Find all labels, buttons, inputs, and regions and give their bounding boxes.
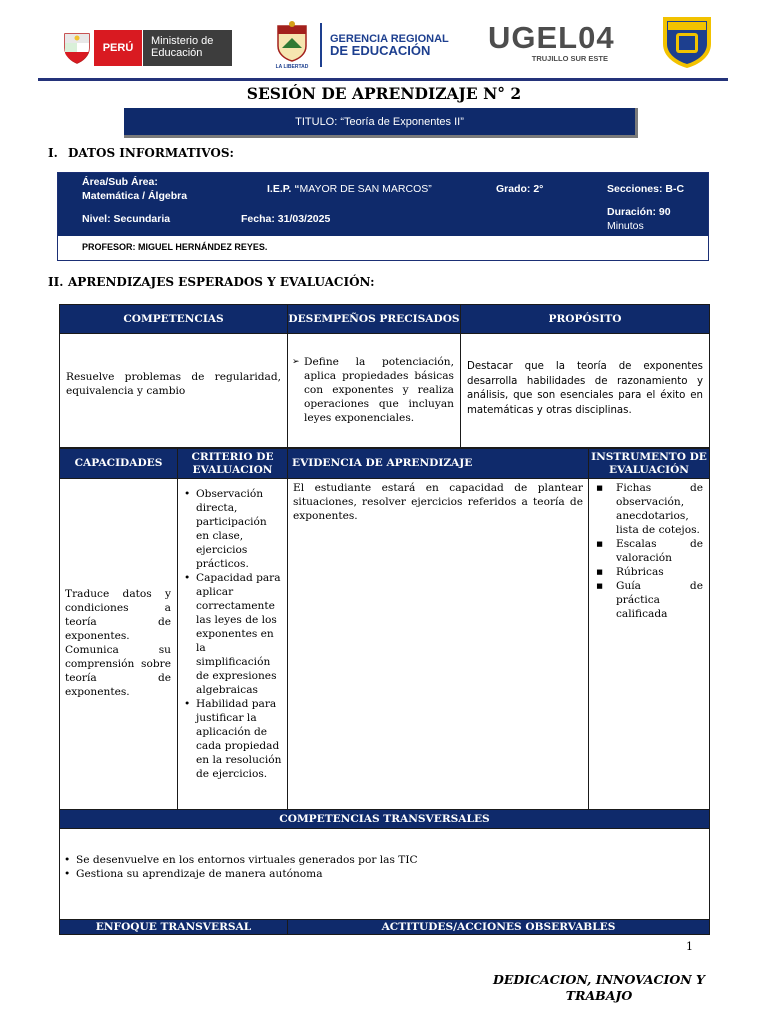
duracion-unit: Minutos [607, 220, 644, 232]
col-header-enfoque: ENFOQUE TRANSVERSAL [60, 920, 288, 935]
col-header-competencias: COMPETENCIAS [60, 305, 288, 334]
iep-label: I.E.P. “ [267, 183, 300, 195]
datos-header-band [58, 173, 708, 236]
divider [320, 23, 322, 67]
criterios-cell [178, 479, 288, 810]
nivel: Nivel: Secundaria [82, 213, 171, 225]
school-crest-icon [660, 14, 714, 70]
capacidades-table [59, 448, 710, 810]
page-number: 1 [686, 940, 693, 953]
seal-caption: LA LIBERTAD [275, 64, 309, 70]
criterio-item: • Observación directa, participación en clase, ejercicios prácticos. [184, 487, 283, 571]
ministerio-label: Ministerio de Educación [142, 30, 232, 66]
evidencia-cell: El estudiante estará en capacidad de plantear situaciones, resolver ejercicios referidos a teoría de exponentes. [288, 479, 589, 810]
instrumento-item: ▪ Escalas de valoración [596, 537, 703, 565]
area-label: Área/Sub Área: [82, 176, 158, 188]
instrumento-item: ▪ Guía de práctica calificada [596, 579, 703, 621]
gerencia-logo [272, 20, 449, 70]
secciones: Secciones: B-C [607, 183, 685, 195]
col-header-instrumento: INSTRUMENTO DE EVALUACIÓN [589, 449, 710, 479]
desempeno-item: ➢ Define la potenciación, aplica propiedades básicas con exponentes y realiza operaciones que incluyan leyes exponenciales. [292, 355, 454, 425]
transversal-item: • Se desenvuelve en los entornos virtuales generados por las TIC [64, 853, 703, 867]
criterio-item: • Capacidad para aplicar correctamente las leyes de los exponentes en la simplificación de expresiones algebraicas [184, 571, 283, 697]
iep-field [267, 183, 432, 196]
footer-motto: DEDICACION, INNOVACION Y TRABAJO [493, 972, 705, 1003]
desempeno-cell [288, 334, 461, 448]
instrumento-item: ▪ Rúbricas [596, 565, 703, 579]
col-header-criterio: CRITERIO DE EVALUACION [178, 449, 288, 479]
gerencia-line2: DE EDUCACIÓN [330, 43, 431, 58]
peru-shield-icon [60, 30, 94, 66]
competencia-cell: Resuelve problemas de regularidad, equivalencia y cambio [60, 334, 288, 448]
minedu-logo [60, 30, 232, 66]
instrumento-item: ▪ Fichas de observación, anecdotarios, lista de cotejos. [596, 481, 703, 537]
peru-label: PERÚ [94, 30, 142, 66]
proposito-cell: Destacar que la teoría de exponentes desarrolla habilidades de razonamiento y análisis, que son esenciales para el éxito en matemáticas y otras disciplinas. [461, 334, 710, 448]
competencias-table [59, 304, 710, 448]
gerencia-text [330, 33, 449, 57]
ugel-sub: TRUJILLO SUR ESTE [531, 54, 608, 63]
la-libertad-seal [272, 20, 312, 70]
duracion-label: Duración: 90 [607, 206, 671, 218]
section-number: II. [48, 275, 64, 289]
section-number: I. [48, 146, 58, 160]
transversales-table [59, 809, 710, 920]
section-heading-aprendizajes [48, 275, 375, 289]
section-heading-datos [48, 146, 234, 160]
grado: Grado: 2° [496, 183, 544, 195]
col-header-proposito: PROPÓSITO [461, 305, 710, 334]
transversal-item: • Gestiona su aprendizaje de manera autónoma [64, 867, 703, 881]
gerencia-line1: GERENCIA REGIONAL [330, 33, 449, 45]
header-rule [38, 78, 728, 81]
col-header-transversales: COMPETENCIAS TRANSVERSALES [60, 810, 710, 829]
transversales-cell [60, 829, 710, 920]
ugel-name: UGEL04 [488, 20, 615, 55]
section-title: DATOS INFORMATIVOS: [68, 146, 234, 160]
profesor: PROFESOR: MIGUEL HERNÁNDEZ REYES. [82, 242, 268, 252]
col-header-evidencia: EVIDENCIA DE APRENDIZAJE [288, 449, 589, 479]
datos-informativos-box [57, 172, 709, 261]
titulo-banner [124, 108, 638, 138]
ugel-logo [488, 22, 618, 70]
titulo-text: TITULO: “Teoría de Exponentes II” [295, 115, 464, 128]
instrumentos-cell [589, 479, 710, 810]
criterio-item: • Habilidad para justificar la aplicación de cada propiedad en la resolución de ejercicios. [184, 697, 283, 781]
header-logos [60, 14, 720, 76]
col-header-actitudes: ACTITUDES/ACCIONES OBSERVABLES [288, 920, 710, 935]
fecha: Fecha: 31/03/2025 [241, 213, 331, 225]
capacidades-cell: Traduce datos y condiciones a teoría de exponentes. Comunica su comprensión sobre teoría de exponentes. [60, 479, 178, 810]
area-value: Matemática / Álgebra [82, 190, 188, 202]
col-header-desempenos: DESEMPEÑOS PRECISADOS [288, 305, 461, 334]
section-title: APRENDIZAJES ESPERADOS Y EVALUACIÓN: [68, 275, 375, 289]
iep-value: MAYOR DE SAN MARCOS” [299, 183, 432, 195]
session-title: SESIÓN DE APRENDIZAJE N° 2 [246, 84, 522, 103]
enfoque-table [59, 919, 710, 935]
col-header-capacidades: CAPACIDADES [60, 449, 178, 479]
